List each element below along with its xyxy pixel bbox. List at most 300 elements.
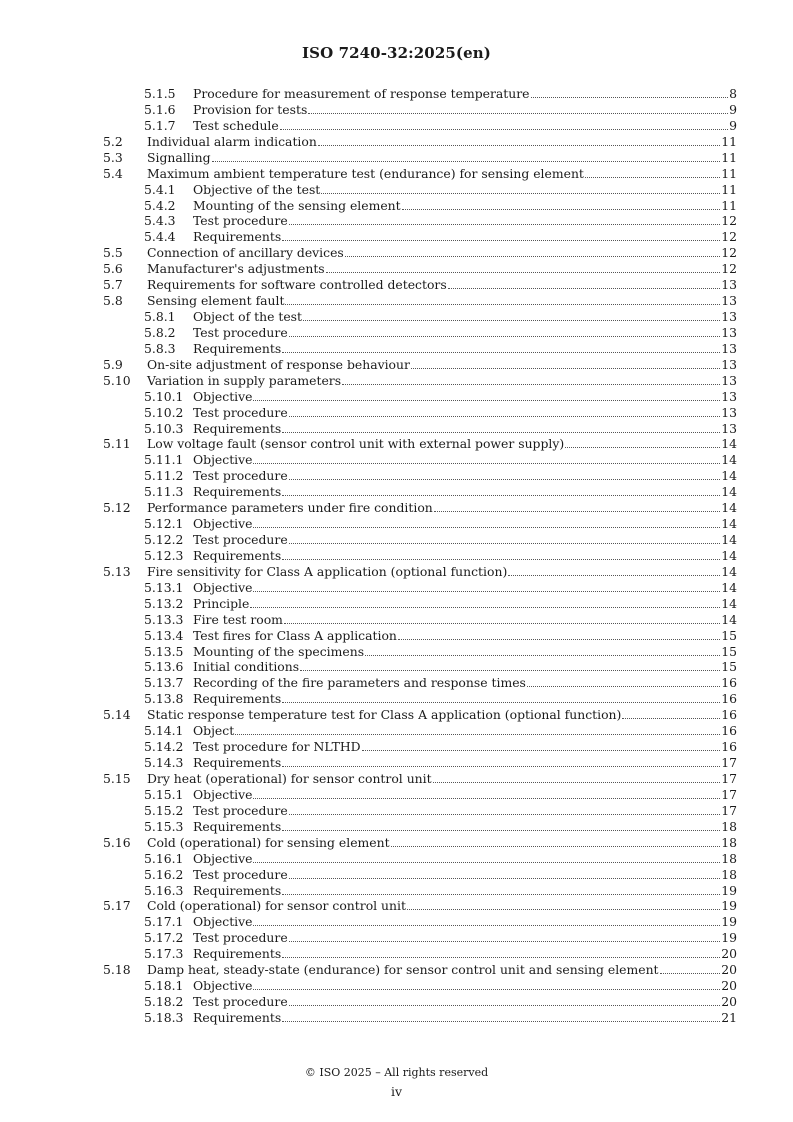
toc-entry-page: 11 (721, 197, 737, 213)
toc-entry-number: 5.13.8 (144, 691, 184, 707)
dot-leader (289, 416, 721, 417)
dot-leader (527, 686, 720, 687)
dot-leader (289, 543, 721, 544)
toc-entry-title: Damp heat, steady-state (endurance) for sensor control unit and sensing element (147, 962, 659, 978)
toc-entry[interactable] (0, 994, 793, 1010)
toc-entry-number: 5.13.1 (144, 579, 184, 595)
toc-entry-page: 14 (721, 547, 737, 563)
toc-entry-title: Requirements (193, 229, 282, 245)
toc-entry-title: Procedure for measurement of response temperature (193, 86, 530, 101)
toc-entry-line (193, 118, 737, 134)
toc-entry-number: 5.6 (103, 261, 123, 277)
toc-entry[interactable] (0, 134, 793, 150)
dot-leader (253, 862, 720, 863)
toc-entry[interactable] (0, 946, 793, 962)
toc-entry[interactable] (0, 612, 793, 628)
toc-entry-title: Test procedure (193, 930, 288, 946)
toc-entry[interactable] (0, 532, 793, 548)
toc-entry[interactable] (0, 261, 793, 277)
dot-leader (365, 655, 720, 656)
toc-entry-title: Test procedure (193, 468, 288, 484)
toc-entry[interactable] (0, 182, 793, 198)
toc-entry[interactable] (0, 325, 793, 341)
dot-leader (253, 591, 720, 592)
toc-entry-line (147, 357, 737, 373)
toc-entry-page: 11 (721, 165, 737, 181)
toc-entry-title: Signalling (147, 149, 211, 165)
dot-leader (508, 575, 720, 576)
dot-leader (391, 846, 721, 847)
toc-entry-line (147, 245, 737, 261)
dot-leader (280, 129, 728, 130)
dot-leader (289, 479, 721, 480)
dot-leader (253, 925, 720, 926)
toc-entry-title: Test procedure for NLTHD (193, 739, 361, 755)
toc-entry[interactable] (0, 755, 793, 771)
toc-entry-line (193, 516, 737, 532)
toc-entry-title: Objective (193, 978, 253, 994)
dot-leader (303, 320, 720, 321)
toc-entry[interactable] (0, 309, 793, 325)
toc-entry-page: 13 (721, 404, 737, 420)
toc-entry-title: Requirements (193, 882, 282, 898)
toc-entry-number: 5.13.5 (144, 643, 184, 659)
toc-entry-page: 20 (721, 962, 737, 978)
toc-entry-line (193, 325, 737, 341)
toc-entry-page: 17 (721, 770, 737, 786)
dot-leader (250, 607, 720, 608)
document-header: ISO 7240-32:2025(en) (302, 44, 491, 62)
toc-entry-page: 18 (721, 850, 737, 866)
dot-leader (289, 814, 721, 815)
toc-entry[interactable] (0, 580, 793, 596)
toc-entry-line (193, 994, 737, 1010)
toc-entry-line (193, 803, 737, 819)
toc-entry-line (193, 946, 737, 962)
toc-entry-line (193, 389, 737, 405)
toc-entry-line (193, 86, 737, 102)
toc-entry-line (147, 150, 737, 166)
toc-entry-page: 17 (721, 802, 737, 818)
toc-entry[interactable] (0, 405, 793, 421)
toc-entry-title: Static response temperature test for Class A application (optional function) (147, 707, 622, 723)
dot-leader (362, 750, 721, 751)
toc-entry-title: Requirements (193, 484, 282, 500)
toc-entry-page: 12 (721, 245, 737, 261)
toc-entry-title: Test fires for Class A application (193, 627, 397, 643)
toc-entry-number: 5.9 (103, 356, 123, 372)
toc-entry[interactable] (0, 628, 793, 644)
dot-leader (402, 209, 721, 210)
dot-leader (565, 447, 720, 448)
toc-entry-line (193, 580, 737, 596)
toc-entry-title: Fire sensitivity for Class A application (optional function) (147, 563, 508, 579)
dot-leader (434, 511, 720, 512)
dot-leader (282, 240, 720, 241)
toc-entry[interactable] (0, 739, 793, 755)
toc-entry-line (193, 628, 737, 644)
toc-entry[interactable] (0, 771, 793, 787)
dot-leader (212, 161, 721, 162)
toc-entry-page: 20 (721, 946, 737, 962)
toc-entry-title: Connection of ancillary devices (147, 245, 344, 261)
dot-leader (282, 766, 720, 767)
copyright-footer: © ISO 2025 – All rights reserved (304, 1066, 489, 1079)
toc-entry-number: 5.2 (103, 133, 123, 149)
toc-entry-number: 5.4 (103, 165, 123, 181)
toc-entry[interactable] (0, 373, 793, 389)
toc-entry-line (193, 309, 737, 325)
toc-entry-title: Dry heat (operational) for sensor control unit (147, 770, 432, 786)
toc-entry-title: Objective of the test (193, 181, 321, 197)
toc-entry-number: 5.12.2 (144, 532, 184, 548)
toc-entry-title: Test procedure (193, 994, 288, 1009)
toc-entry-line (147, 564, 737, 580)
toc-entry[interactable] (0, 644, 793, 660)
dot-leader (622, 718, 720, 719)
toc-entry[interactable] (0, 118, 793, 134)
dot-leader (282, 894, 720, 895)
toc-entry[interactable] (0, 930, 793, 946)
toc-entry[interactable] (0, 293, 793, 309)
toc-entry[interactable] (0, 787, 793, 803)
dot-leader (282, 957, 720, 958)
toc-entry-title: Requirements (193, 420, 282, 436)
toc-entry-title: Variation in supply parameters (147, 372, 342, 388)
toc-entry-page: 19 (721, 930, 737, 946)
toc-entry-line (147, 436, 737, 452)
toc-entry-number: 5.5 (103, 245, 123, 261)
toc-entry-line (193, 819, 737, 835)
toc-entry-page: 11 (721, 181, 737, 197)
toc-entry-line (147, 962, 737, 978)
toc-entry[interactable] (0, 150, 793, 166)
toc-entry-title: Requirements (193, 547, 282, 563)
toc-entry-page: 17 (721, 786, 737, 802)
toc-entry-title: Test procedure (193, 802, 288, 818)
dot-leader (342, 384, 720, 385)
toc-entry-number: 5.15.3 (144, 818, 184, 834)
toc-entry-number: 5.10.3 (144, 420, 184, 436)
toc-entry-line (147, 293, 737, 309)
toc-entry-number: 5.15 (103, 770, 131, 786)
toc-entry[interactable] (0, 213, 793, 229)
toc-entry-title: Mounting of the specimens (193, 643, 365, 659)
toc-entry-page: 14 (721, 468, 737, 484)
toc-entry-title: Individual alarm indication (147, 133, 317, 149)
toc-entry[interactable] (0, 819, 793, 835)
toc-entry-title: Objective (193, 579, 253, 595)
toc-entry-title: Object (193, 723, 235, 739)
toc-entry-line (193, 229, 737, 245)
toc-entry-page: 17 (721, 755, 737, 771)
toc-entry-page: 14 (721, 516, 737, 532)
toc-entry-line (147, 277, 737, 293)
toc-entry-number: 5.10.1 (144, 388, 184, 404)
toc-entry-title: Test procedure (193, 213, 288, 229)
toc-entry-number: 5.14 (103, 707, 131, 723)
toc-entry-title: Objective (193, 388, 253, 404)
dot-leader (289, 1005, 721, 1006)
toc-entry-line (193, 484, 737, 500)
dot-leader (585, 177, 720, 178)
toc-entry-line (193, 102, 737, 118)
toc-entry-line (193, 213, 737, 229)
toc-entry-line (193, 739, 737, 755)
toc-entry-line (193, 341, 737, 357)
dot-leader (282, 702, 720, 703)
toc-entry-page: 13 (721, 340, 737, 356)
toc-entry-number: 5.1.7 (144, 117, 176, 133)
toc-entry-page: 13 (721, 277, 737, 293)
toc-entry[interactable] (0, 851, 793, 867)
dot-leader (433, 782, 721, 783)
toc-entry[interactable] (0, 803, 793, 819)
toc-entry-page: 14 (721, 579, 737, 595)
toc-entry[interactable] (0, 229, 793, 245)
dot-leader (282, 352, 720, 353)
toc-entry[interactable] (0, 867, 793, 883)
dot-leader (289, 941, 721, 942)
toc-entry-number: 5.4.1 (144, 181, 176, 197)
toc-entry[interactable] (0, 978, 793, 994)
toc-entry-number: 5.18.1 (144, 978, 184, 994)
toc-entry-page: 14 (721, 611, 737, 627)
toc-entry[interactable] (0, 341, 793, 357)
toc-entry[interactable] (0, 707, 793, 723)
toc-entry-line (193, 930, 737, 946)
toc-entry-number: 5.1.5 (144, 86, 176, 101)
toc-entry[interactable] (0, 914, 793, 930)
toc-entry-line (147, 500, 737, 516)
toc-entry-page: 18 (721, 818, 737, 834)
toc-entry[interactable] (0, 596, 793, 612)
toc-entry-number: 5.14.2 (144, 739, 184, 755)
toc-entry-title: Maximum ambient temperature test (endurance) for sensing element (147, 165, 584, 181)
toc-entry-page: 12 (721, 261, 737, 277)
toc-entry-title: Mounting of the sensing element (193, 197, 401, 213)
toc-entry-line (193, 468, 737, 484)
dot-leader (398, 639, 720, 640)
toc-entry-page: 16 (721, 739, 737, 755)
dot-leader (345, 256, 720, 257)
dot-leader (253, 989, 720, 990)
toc-entry-number: 5.16.3 (144, 882, 184, 898)
toc-entry[interactable] (0, 357, 793, 373)
toc-entry[interactable] (0, 198, 793, 214)
toc-entry[interactable] (0, 723, 793, 739)
toc-entry[interactable] (0, 883, 793, 899)
toc-entry-page: 18 (721, 834, 737, 850)
dot-leader (448, 288, 721, 289)
dot-leader (282, 432, 720, 433)
toc-entry-page: 13 (721, 309, 737, 325)
toc-entry-number: 5.8 (103, 293, 123, 309)
toc-entry[interactable] (0, 516, 793, 532)
toc-entry-line (193, 978, 737, 994)
toc-entry-number: 5.8.1 (144, 309, 176, 325)
dot-leader (253, 400, 720, 401)
toc-entry-number: 5.17.2 (144, 930, 184, 946)
toc-entry-line (147, 134, 737, 150)
dot-leader (660, 973, 721, 974)
toc-entry[interactable] (0, 1010, 793, 1026)
toc-entry-page: 13 (721, 324, 737, 340)
toc-entry-number: 5.18.2 (144, 994, 184, 1009)
toc-entry-number: 5.18 (103, 962, 131, 978)
toc-entry[interactable] (0, 962, 793, 978)
dot-leader (285, 304, 720, 305)
toc-entry-page: 14 (721, 484, 737, 500)
toc-entry-page: 16 (721, 707, 737, 723)
toc-entry[interactable] (0, 898, 793, 914)
toc-entry-title: Objective (193, 786, 253, 802)
dot-leader (282, 830, 720, 831)
toc-entry-line (147, 166, 737, 182)
toc-entry-page: 9 (729, 117, 737, 133)
toc-entry-title: Low voltage fault (sensor control unit with external power supply) (147, 436, 565, 452)
toc-entry-page: 16 (721, 675, 737, 691)
toc-entry-page: 20 (721, 978, 737, 994)
toc-entry-title: Recording of the fire parameters and response times (193, 675, 526, 691)
toc-entry-page: 9 (729, 101, 737, 117)
toc-entry-page: 15 (721, 643, 737, 659)
toc-entry[interactable] (0, 484, 793, 500)
toc-entry-line (193, 914, 737, 930)
toc-entry-title: Requirements (193, 691, 282, 707)
toc-entry-title: Test procedure (193, 324, 288, 340)
toc-entry-page: 19 (721, 914, 737, 930)
toc-entry-line (193, 723, 737, 739)
toc-entry-page: 13 (721, 420, 737, 436)
toc-entry-number: 5.17 (103, 898, 131, 914)
toc-entry-title: Test schedule (193, 117, 279, 133)
toc-entry[interactable] (0, 468, 793, 484)
page-number: iv (390, 1084, 403, 1099)
toc-entry[interactable] (0, 86, 793, 102)
dot-leader (300, 670, 720, 671)
toc-entry-page: 12 (721, 213, 737, 229)
toc-entry-number: 5.16.1 (144, 850, 184, 866)
toc-entry-page: 20 (721, 994, 737, 1009)
toc-entry-page: 14 (721, 436, 737, 452)
toc-entry-title: Initial conditions (193, 659, 300, 675)
toc-entry-page: 13 (721, 388, 737, 404)
toc-entry-line (193, 596, 737, 612)
toc-entry-title: Requirements (193, 946, 282, 962)
toc-entry[interactable] (0, 659, 793, 675)
toc-entry-number: 5.17.3 (144, 946, 184, 962)
toc-entry-number: 5.16 (103, 834, 131, 850)
toc-entry-page: 15 (721, 627, 737, 643)
toc-entry-title: Cold (operational) for sensing element (147, 834, 390, 850)
toc-entry-page: 13 (721, 293, 737, 309)
toc-entry-line (193, 675, 737, 691)
toc-entry-line (147, 898, 737, 914)
toc-entry-number: 5.8.2 (144, 324, 176, 340)
toc-entry-line (193, 421, 737, 437)
dot-leader (407, 909, 720, 910)
dot-leader (235, 734, 720, 735)
toc-entry[interactable] (0, 548, 793, 564)
toc-entry-page: 16 (721, 723, 737, 739)
toc-entry-page: 14 (721, 563, 737, 579)
toc-entry-title: Object of the test (193, 309, 302, 325)
toc-entry-page: 19 (721, 882, 737, 898)
toc-entry-line (193, 452, 737, 468)
toc-entry-page: 15 (721, 659, 737, 675)
toc-entry[interactable] (0, 691, 793, 707)
toc-entry-line (147, 261, 737, 277)
toc-entry-number: 5.11.2 (144, 468, 184, 484)
toc-entry-title: On-site adjustment of response behaviour (147, 356, 410, 372)
dot-leader (282, 559, 720, 560)
toc-entry-number: 5.15.1 (144, 786, 184, 802)
toc-entry-title: Objective (193, 452, 253, 468)
dot-leader (253, 463, 720, 464)
dot-leader (282, 495, 720, 496)
toc-entry-number: 5.12.3 (144, 547, 184, 563)
dot-leader (289, 336, 721, 337)
toc-entry[interactable] (0, 835, 793, 851)
toc-entry-number: 5.13.2 (144, 595, 184, 611)
toc-entry[interactable] (0, 277, 793, 293)
toc-entry-number: 5.4.3 (144, 213, 176, 229)
toc-entry[interactable] (0, 389, 793, 405)
dot-leader (318, 145, 720, 146)
toc-entry-number: 5.11 (103, 436, 131, 452)
toc-entry[interactable] (0, 245, 793, 261)
toc-entry[interactable] (0, 675, 793, 691)
toc-entry-number: 5.10 (103, 372, 131, 388)
dot-leader (321, 193, 720, 194)
toc-entry[interactable] (0, 436, 793, 452)
toc-entry[interactable] (0, 564, 793, 580)
toc-entry-page: 19 (721, 898, 737, 914)
toc-entry[interactable] (0, 166, 793, 182)
toc-entry-number: 5.14.1 (144, 723, 184, 739)
toc-entry-number: 5.13.3 (144, 611, 184, 627)
toc-entry-line (147, 835, 737, 851)
toc-entry-title: Performance parameters under fire condition (147, 500, 433, 516)
toc-entry-line (147, 771, 737, 787)
toc-entry-title: Requirements (193, 340, 282, 356)
toc-entry[interactable] (0, 500, 793, 516)
toc-entry-number: 5.13.7 (144, 675, 184, 691)
dot-leader (326, 272, 721, 273)
toc-entry-number: 5.10.2 (144, 404, 184, 420)
toc-entry-title: Requirements (193, 818, 282, 834)
toc-entry-title: Requirements for software controlled detectors (147, 277, 447, 293)
dot-leader (284, 623, 720, 624)
toc-entry-line (193, 612, 737, 628)
toc-entry-title: Objective (193, 914, 253, 930)
toc-entry-page: 8 (729, 86, 737, 101)
toc-entry-title: Requirements (193, 1009, 282, 1025)
toc-entry-line (193, 532, 737, 548)
toc-entry[interactable] (0, 102, 793, 118)
toc-entry-page: 18 (721, 866, 737, 882)
dot-leader (531, 97, 729, 98)
toc-entry[interactable] (0, 452, 793, 468)
toc-entry-line (193, 198, 737, 214)
toc-entry[interactable] (0, 421, 793, 437)
toc-entry-number: 5.13.6 (144, 659, 184, 675)
toc-entry-number: 5.13 (103, 563, 131, 579)
toc-entry-page: 16 (721, 691, 737, 707)
toc-entry-page: 12 (721, 229, 737, 245)
toc-entry-line (147, 707, 737, 723)
